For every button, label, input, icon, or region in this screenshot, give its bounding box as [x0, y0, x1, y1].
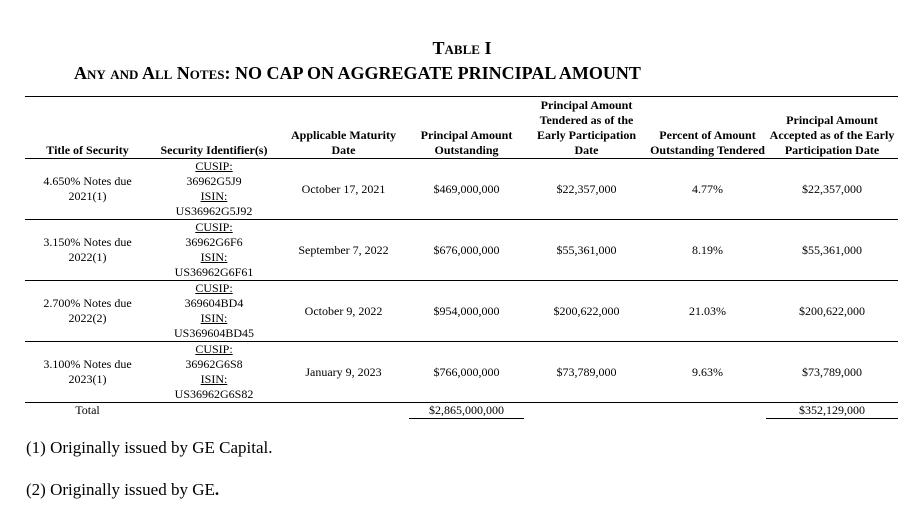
cell-tendered: $22,357,000 — [524, 159, 649, 220]
cusip-label: CUSIP: — [195, 281, 233, 295]
cell-identifiers — [150, 281, 278, 342]
table-row — [25, 220, 898, 281]
table-row — [25, 342, 898, 403]
total-row — [25, 403, 898, 419]
cell-maturity: October 9, 2022 — [278, 281, 409, 342]
cell-percent: 8.19% — [649, 220, 766, 281]
header-principal-outstanding: Principal Amount Outstanding — [409, 97, 524, 159]
cell-identifiers — [150, 159, 278, 220]
table-title: Table I — [432, 38, 492, 58]
total-accepted: $352,129,000 — [766, 403, 898, 419]
footnote-2-period: . — [214, 480, 220, 499]
cell-maturity: January 9, 2023 — [278, 342, 409, 403]
cell-outstanding: $766,000,000 — [409, 342, 524, 403]
cusip-label: CUSIP: — [195, 342, 233, 356]
cell-outstanding: $676,000,000 — [409, 220, 524, 281]
isin-value: US36962G5J92 — [175, 204, 253, 218]
cell-tendered: $73,789,000 — [524, 342, 649, 403]
isin-label: ISIN: — [200, 372, 228, 386]
cell-outstanding: $469,000,000 — [409, 159, 524, 220]
cell-title: 4.650% Notes due 2021(1) — [25, 159, 150, 220]
isin-value: US36962G6F61 — [174, 265, 254, 279]
total-label: Total — [75, 403, 100, 417]
total-outstanding: $2,865,000,000 — [409, 403, 524, 419]
isin-label: ISIN: — [200, 250, 228, 264]
cell-percent: 21.03% — [649, 281, 766, 342]
header-principal-accepted: Principal Amount Accepted as of the Early Participation Date — [766, 97, 898, 159]
cell-identifiers — [150, 342, 278, 403]
footnote-1: (1) Originally issued by GE Capital. — [26, 438, 273, 457]
cusip-value: 369604BD4 — [184, 296, 244, 310]
cusip-value: 36962G6S8 — [185, 357, 243, 371]
header-maturity-date: Applicable Maturity Date — [278, 97, 409, 159]
isin-value: US369604BD45 — [173, 326, 254, 340]
header-title-of-security: Title of Security — [25, 97, 150, 159]
notes-table — [25, 96, 898, 419]
cusip-label: CUSIP: — [195, 159, 233, 173]
cusip-value: 36962G6F6 — [185, 235, 243, 249]
footnote-2-text: (2) Originally issued by GE — [26, 480, 215, 499]
cell-maturity: September 7, 2022 — [278, 220, 409, 281]
isin-label: ISIN: — [200, 311, 228, 325]
header-percent-tendered: Percent of Amount Outstanding Tendered — [649, 97, 766, 159]
footnote-2 — [26, 480, 219, 500]
cell-accepted: $55,361,000 — [766, 220, 898, 281]
header-security-identifier: Security Identifier(s) — [150, 97, 278, 159]
table-subtitle: Any and All Notes: NO CAP ON AGGREGATE PRINCIPAL AMOUNT — [74, 63, 641, 83]
table-row — [25, 281, 898, 342]
cell-percent: 4.77% — [649, 159, 766, 220]
cell-title: 3.100% Notes due 2023(1) — [25, 342, 150, 403]
cell-accepted: $200,622,000 — [766, 281, 898, 342]
cell-percent: 9.63% — [649, 342, 766, 403]
cell-title: 2.700% Notes due 2022(2) — [25, 281, 150, 342]
cell-outstanding: $954,000,000 — [409, 281, 524, 342]
cell-tendered: $200,622,000 — [524, 281, 649, 342]
cell-identifiers — [150, 220, 278, 281]
isin-label: ISIN: — [200, 189, 228, 203]
isin-value: US36962G6S82 — [174, 387, 254, 401]
cell-tendered: $55,361,000 — [524, 220, 649, 281]
cell-maturity: October 17, 2021 — [278, 159, 409, 220]
cell-accepted: $22,357,000 — [766, 159, 898, 220]
table-header-row — [25, 97, 898, 159]
cell-accepted: $73,789,000 — [766, 342, 898, 403]
table-row — [25, 159, 898, 220]
header-principal-tendered: Principal Amount Tendered as of the Early Participation Date — [524, 97, 649, 159]
cusip-label: CUSIP: — [195, 220, 233, 234]
cusip-value: 36962G5J9 — [186, 174, 242, 188]
cell-title: 3.150% Notes due 2022(1) — [25, 220, 150, 281]
